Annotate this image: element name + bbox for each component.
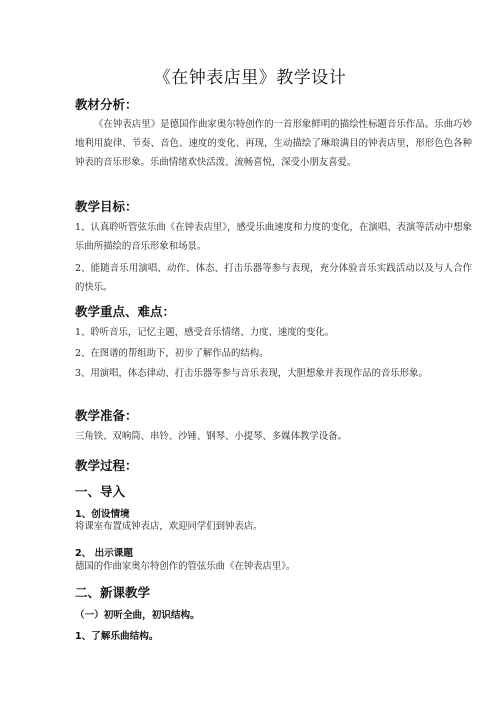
key-point-item-2: 2、在图谱的帮组助下，初步了解作品的结构。 [75, 348, 269, 359]
goal-item-2: 2、能随音乐用演唱、动作、体态、打击乐器等参与表现，充分体验音乐实践活动以及与人合作的快乐。 [75, 263, 472, 293]
part1-step2-title: 2、 出示课题 [75, 548, 133, 559]
process-heading: 教学过程： [75, 458, 138, 473]
prep-paragraph: 三角铁、双响筒、串铃、沙锤、钢琴、小提琴、多媒体教学设备。 [75, 431, 347, 442]
part1-heading: 一、导入 [75, 484, 126, 499]
part1-step1-text: 将课室布置成钟表店，欢迎同学们到钟表店。 [75, 521, 263, 532]
key-points-heading: 教学重点、难点： [75, 304, 176, 319]
part2-sub1: （一）初听全曲，初识结构。 [75, 610, 200, 621]
analysis-heading: 教材分析： [75, 97, 138, 112]
part1-step1-title: 1、创设情境 [75, 509, 130, 520]
document-title: 《在钟表店里》教学设计 [153, 68, 347, 88]
goals-heading: 教学目标： [75, 199, 138, 214]
part2-heading: 二、新课教学 [75, 585, 151, 600]
key-point-item-1: 1、聆听音乐，记忆主题，感受音乐情绪、力度、速度的变化。 [75, 327, 335, 338]
goal-item-1: 1、认真聆听管弦乐曲《在钟表店里》，感受乐曲速度和力度的变化，在演唱、表演等活动中想象乐曲所描绘的音乐形象和场景。 [75, 222, 472, 252]
key-point-item-3: 3、用演唱，体态律动、打击乐器等参与音乐表现，大胆想象并表现作品的音乐形象。 [75, 368, 428, 379]
prep-heading: 教学准备： [75, 408, 138, 423]
part2-sub1-step1: 1、了解乐曲结构。 [75, 631, 159, 642]
analysis-paragraph: 《在钟表店里》是德国作曲家奥尔特创作的一首形象鲜明的描绘性标题音乐作品。乐曲巧妙地利用旋律、节奏、音色、速度的变化、再现，生动描绘了琳琅满目的钟表店里，形形色色各种钟表的音乐形象。乐曲情绪欢快活泼、流畅喜悦，深受小朋友喜爱。 [75, 119, 472, 168]
part1-step2-text: 德国的作曲家奥尔特创作的管弦乐曲《在钟表店里》。 [75, 561, 296, 572]
